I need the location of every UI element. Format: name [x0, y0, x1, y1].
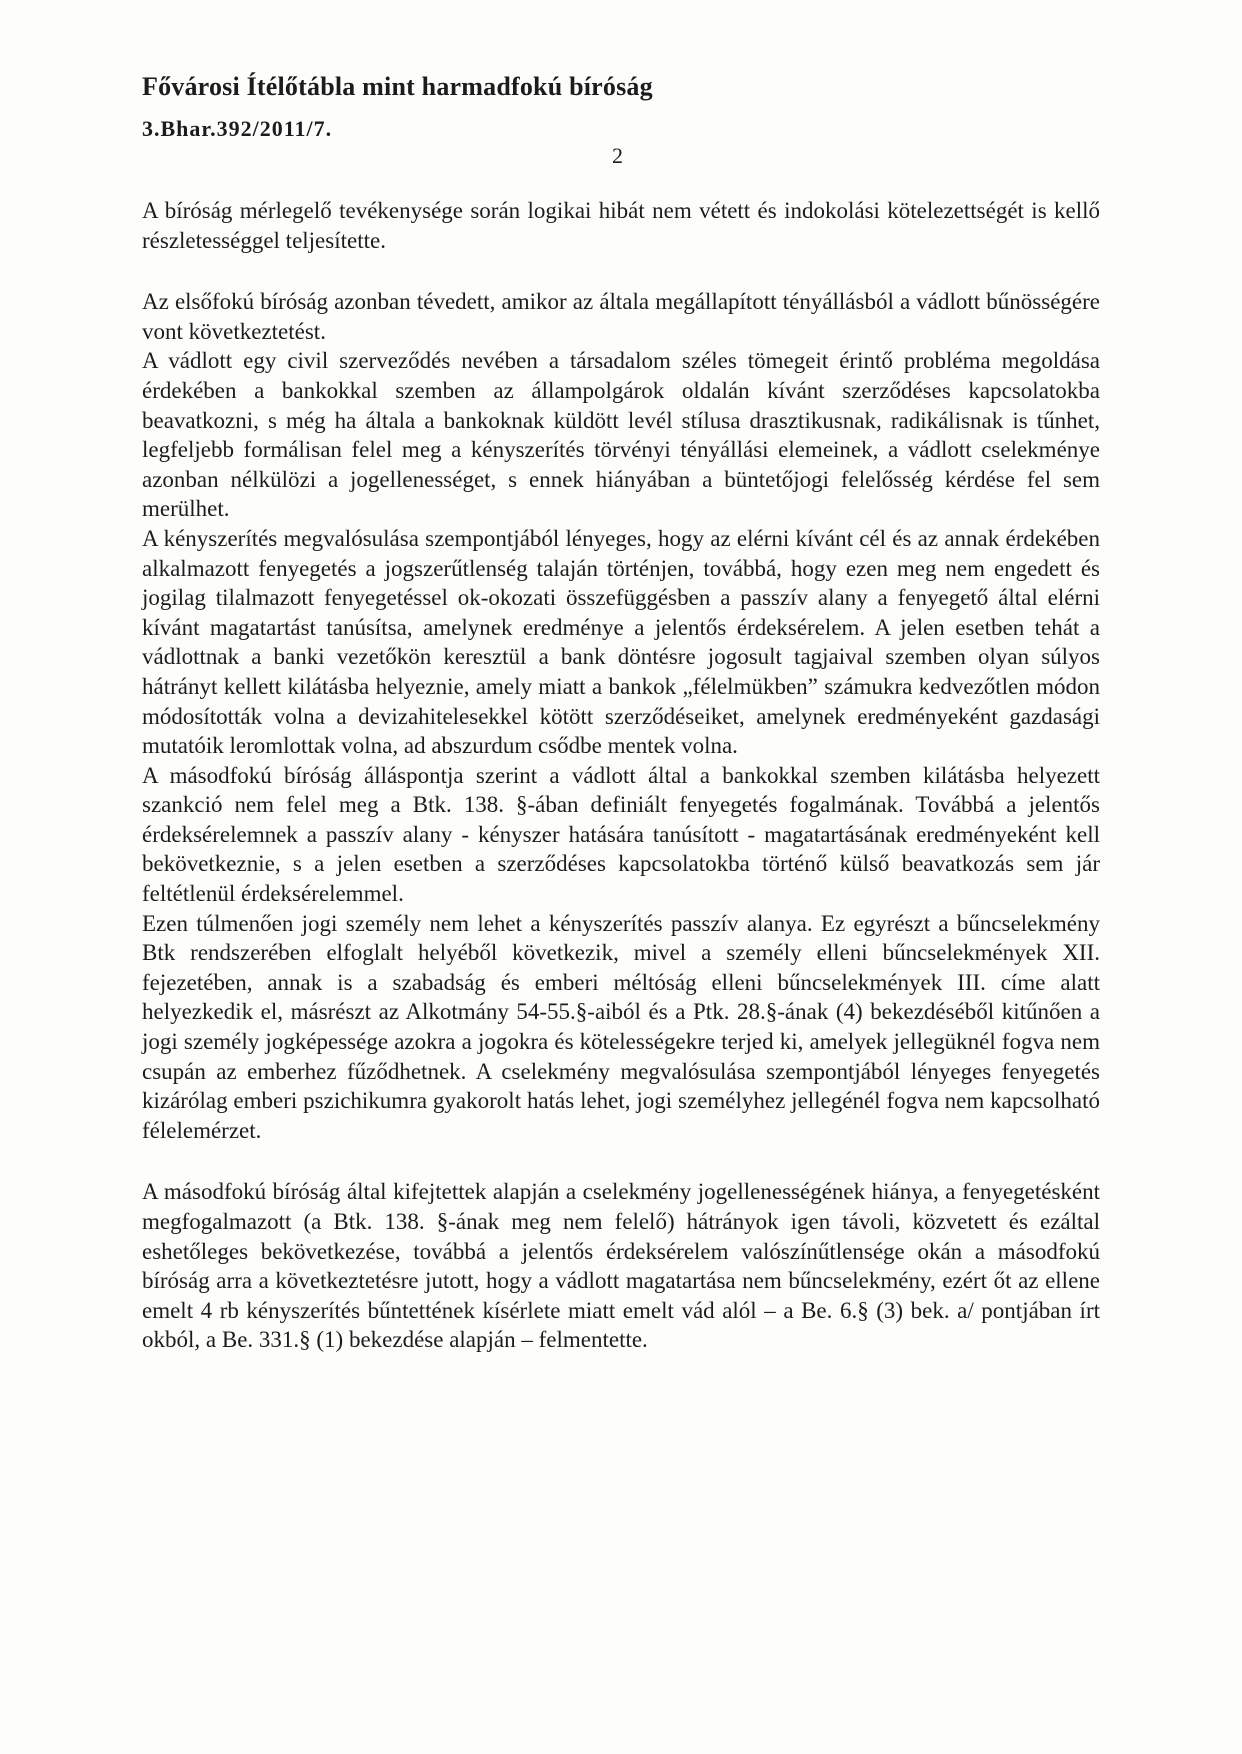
paragraph: A bíróság mérlegelő tevékenysége során logikai hibát nem vétett és indokolási kötelezettségét is kellő részletességgel teljesítette.: [142, 198, 1100, 253]
paragraph: Az elsőfokú bíróság azonban tévedett, amikor az általa megállapított tényállásból a vádlott bűnösségére vont következtetést.: [142, 289, 1100, 344]
paragraph: Ezen túlmenően jogi személy nem lehet a kényszerítés passzív alanya. Ez egyrészt a bűncselekmény Btk rendszerében elfoglalt helyéből következik, mivel a személy elleni bűncselekmények XII. fejezetében, annak is a szabadság és emberi méltóság elleni bűncselekmények III. címe alatt helyezkedik el, másrészt az Alkotmány 54-55.§-aiból és a Ptk. 28.§-ának (4) bekezdéséből kitűnően a jogi személy jogképessége azokra a jogokra és kötelességekre terjed ki, amelyek jellegüknél fogva nem csupán az emberhez fűződhetnek. A cselekmény megvalósulása szempontjából lényeges fenyegetés kizárólag emberi pszichikumra gyakorolt hatás lehet, jogi személyhez jellegénél fogva nem kapcsolható félelemérzet.: [142, 910, 1100, 1143]
document-body: [142, 196, 1100, 1355]
paragraph: A kényszerítés megvalósulása szempontjából lényeges, hogy az elérni kívánt cél és az annak érdekében alkalmazott fenyegetés a jogszerűtlenség talaján történjen, továbbá, hogy ezen meg nem engedett és jogilag tilalmazott fenyegetéssel ok-okozati összefüggésben a passzív alany a fenyegető által elérni kívánt magatartást tanúsítsa, amelynek eredménye a jelentős érdeksérelem. A jelen esetben tehát a vádlottnak a banki vezetőkön keresztül a bank döntésre jogosult tagjaival szemben olyan súlyos hátrányt kellett kilátásba helyeznie, amely miatt a bankok „félelmükben” számukra kedvezőtlen módon módosították volna a devizahitelesekkel kötött szerződéseiket, amelynek eredményeként gazdasági mutatóik leromlottak volna, ad abszurdum csődbe mentek volna.: [142, 525, 1100, 759]
case-number: 3.Bhar.392/2011/7.: [142, 116, 333, 141]
paragraph: A vádlott egy civil szerveződés nevében a társadalom széles tömegeit érintő probléma megoldása érdekében a bankokkal szemben az állampolgárok oldalán kívánt szerződéses kapcsolatokba beavatkozni, s még ha általa a bankoknak küldött levél stílusa drasztikusnak, radikálisnak is tűnhet, legfeljebb formálisan felel meg a kényszerítés törvényi tényállási elemeinek, a vádlott cselekménye azonban nélkülözi a jogellenességet, s ennek hiányában a büntetőjogi felelősség kérdése fel sem merülhet.: [142, 348, 1100, 522]
court-name: Fővárosi Ítélőtábla mint harmadfokú bíróság: [142, 72, 653, 101]
paragraph: A másodfokú bíróság álláspontja szerint a vádlott által a bankokkal szemben kilátásba helyezett szankció nem felel meg a Btk. 138. §-ában definiált fenyegetés fogalmának. Továbbá a jelentős érdeksérelemnek a passzív alany - kényszer hatására tanúsított - magatartásának eredményeként kell bekövetkeznie, s a jelen esetben a szerződéses kapcsolatokba történő külső beavatkozás sem jár feltétlenül érdeksérelemmel.: [142, 762, 1100, 907]
document-header: [142, 70, 1042, 144]
paragraph: A másodfokú bíróság által kifejtettek alapján a cselekmény jogellenességének hiánya, a fenyegetésként megfogalmazott (a Btk. 138. §-ának meg nem felelő) hátrányok igen távoli, közvetett és ezáltal eshetőleges bekövetkezése, továbbá a jelentős érdeksérelem valószínűtlensége okán a másodfokú bíróság arra a következtetésre jutott, hogy a vádlott magatartása nem bűncselekmény, ezért őt az ellene emelt 4 rb kényszerítés bűntettének kísérlete miatt emelt vád alól – a Be. 6.§ (3) bek. a/ pontjában írt okból, a Be. 331.§ (1) bekezdése alapján – felmentette.: [142, 1179, 1100, 1353]
page-number: 2: [612, 143, 623, 168]
